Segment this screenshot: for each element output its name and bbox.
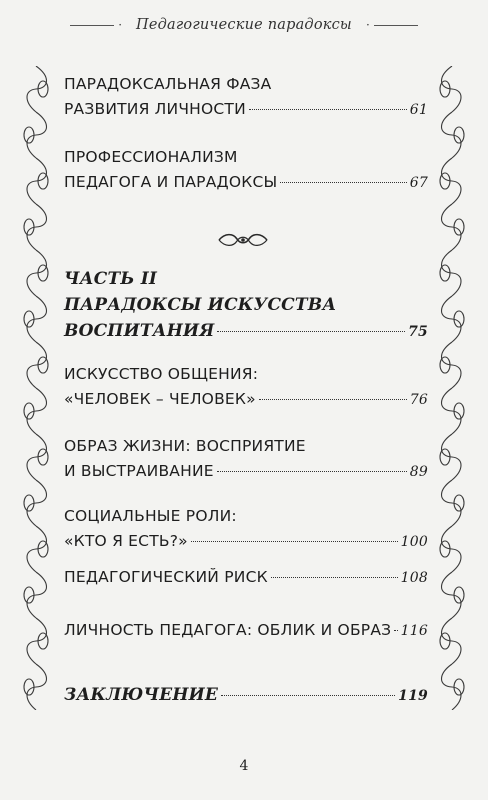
page-number: 100	[400, 534, 428, 550]
entry-title-line: ЛИЧНОСТЬ ПЕДАГОГА: ОБЛИК И ОБРАЗ	[64, 621, 392, 639]
right-ornamental-border	[436, 66, 468, 710]
left-ornamental-border	[20, 66, 52, 710]
entry-last-line	[64, 170, 428, 195]
entry-last-line	[64, 565, 428, 590]
section-divider-ornament	[215, 230, 271, 250]
toc-part-2[interactable]	[64, 266, 428, 344]
header-rule-right	[374, 25, 418, 26]
entry-last-line	[64, 387, 428, 412]
entry-title-line: ПЕДАГОГА И ПАРАДОКСЫ	[64, 173, 278, 191]
entry-title-line: ПАРАДОКСАЛЬНАЯ ФАЗА	[64, 75, 272, 93]
page-number: 61	[409, 102, 428, 118]
dot-leader	[249, 108, 407, 110]
entry-title-line: ИСКУССТВО ОБЩЕНИЯ:	[64, 365, 259, 383]
entry-title-line: РАЗВИТИЯ ЛИЧНОСТИ	[64, 100, 246, 118]
part-last-line	[64, 318, 428, 344]
entry-title-line: «ЧЕЛОВЕК – ЧЕЛОВЕК»	[64, 390, 256, 408]
page-number: 67	[409, 175, 428, 191]
header-title: Педагогические парадоксы	[136, 17, 352, 33]
page-number: 108	[400, 570, 428, 586]
dot-leader	[221, 694, 395, 696]
dot-leader	[259, 398, 407, 400]
toc-conclusion[interactable]	[64, 682, 428, 708]
page-number: 76	[409, 392, 428, 408]
dot-leader	[217, 470, 407, 472]
dot-leader	[217, 330, 405, 332]
page-number-footer: 4	[239, 758, 249, 774]
conclusion-title: ЗАКЛЮЧЕНИЕ	[64, 685, 219, 705]
page-number: 119	[398, 688, 428, 704]
header-dot-right: ·	[365, 18, 370, 32]
dot-leader	[271, 576, 398, 578]
part-title-line: ЧАСТЬ II	[64, 269, 157, 289]
entry-last-line	[64, 459, 428, 484]
entry-title-line: СОЦИАЛЬНЫЕ РОЛИ:	[64, 507, 237, 525]
entry-last-line	[64, 529, 428, 554]
page-number: 75	[408, 324, 428, 340]
page-number: 89	[409, 464, 428, 480]
toc-entry-social-roles[interactable]	[64, 504, 428, 554]
toc-entry-professionalism[interactable]	[64, 145, 428, 195]
toc-entry-way-of-life[interactable]	[64, 434, 428, 484]
page-number: 116	[400, 623, 428, 639]
entry-title-line: ОБРАЗ ЖИЗНИ: ВОСПРИЯТИЕ	[64, 437, 306, 455]
entry-title-line: ПРОФЕССИОНАЛИЗМ	[64, 148, 238, 166]
toc-entry-paradox-phase[interactable]	[64, 72, 428, 122]
part-title-line: ПАРАДОКСЫ ИСКУССТВА	[64, 295, 337, 315]
header-rule-left	[70, 25, 114, 26]
toc-entry-pedagogical-risk[interactable]	[64, 565, 428, 590]
dot-leader	[191, 540, 398, 542]
running-header	[0, 10, 488, 40]
entry-last-line	[64, 97, 428, 122]
toc-entry-teacher-personality[interactable]	[64, 618, 428, 643]
entry-title-line: «КТО Я ЕСТЬ?»	[64, 532, 188, 550]
header-dot-left: ·	[118, 18, 123, 32]
dot-leader	[394, 629, 397, 631]
dot-leader	[280, 181, 406, 183]
entry-last-line	[64, 682, 428, 708]
entry-title-line: И ВЫСТРАИВАНИЕ	[64, 462, 214, 480]
entry-title-line: ПЕДАГОГИЧЕСКИЙ РИСК	[64, 568, 268, 586]
entry-last-line	[64, 618, 428, 643]
toc-entry-art-of-communication[interactable]	[64, 362, 428, 412]
part-title-line: ВОСПИТАНИЯ	[64, 321, 215, 341]
